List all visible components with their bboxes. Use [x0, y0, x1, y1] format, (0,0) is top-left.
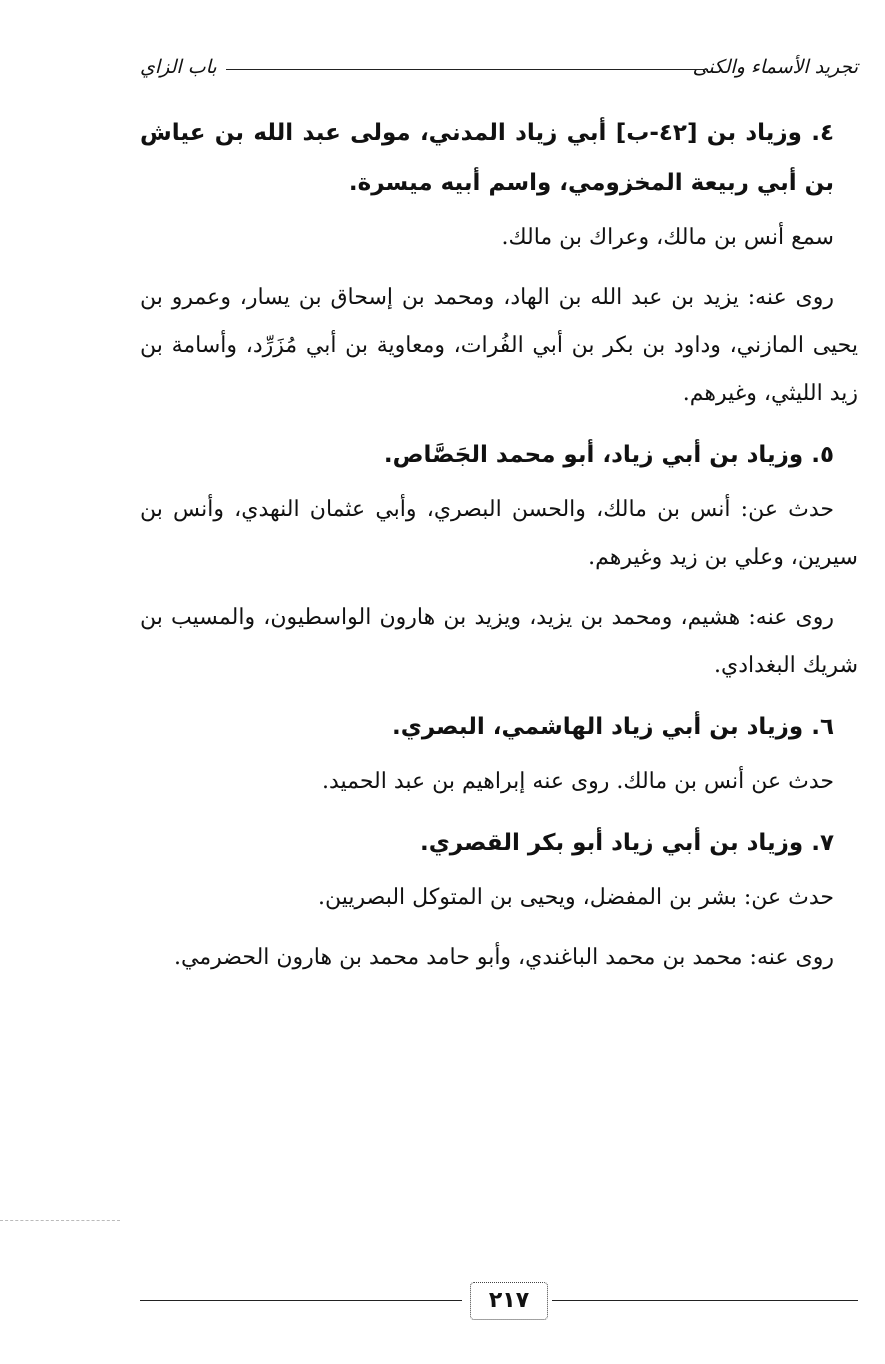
- entry-heading: ٥. وزياد بن أبي زياد، أبو محمد الجَصَّاص.: [383, 442, 834, 468]
- entry-heading: ٤. وزياد بن [٤٢-ب] أبي زياد المدني، مولى عبد الله بن عياش بن أبي ربيعة المخزومي، واسم أبيه ميسرة.: [140, 120, 835, 196]
- entry-paragraph: حدث عن أنس بن مالك. روى عنه إبراهيم بن عبد الحميد.: [321, 769, 834, 794]
- page-number: ٢١٧: [470, 1282, 548, 1320]
- entry-7: [140, 818, 858, 982]
- page-footer: [140, 1278, 858, 1322]
- entry-6: [140, 702, 858, 806]
- running-header: [140, 56, 858, 86]
- entry-heading: ٦. وزياد بن أبي زياد الهاشمي، البصري.: [392, 714, 834, 740]
- footer-rule-right: [552, 1300, 858, 1301]
- book-title: تجريد الأسماء والكنى: [692, 56, 858, 78]
- chapter-title: باب الزاي: [140, 56, 217, 78]
- entry-paragraph: روى عنه: هشيم، ومحمد بن يزيد، ويزيد بن هارون الواسطيون، والمسيب بن شريك البغدادي.: [140, 605, 858, 678]
- entry-paragraph: حدث عن: أنس بن مالك، والحسن البصري، وأبي عثمان النهدي، وأنس بن سيرين، وعلي بن زيد وغيرهم.: [140, 497, 858, 570]
- entry-heading: ٧. وزياد بن أبي زياد أبو بكر القصري.: [419, 830, 834, 856]
- scan-artifact-line: [0, 1220, 120, 1221]
- page-content: [140, 108, 858, 994]
- entry-4: [140, 108, 858, 418]
- entry-paragraph: حدث عن: بشر بن المفضل، ويحيى بن المتوكل البصريين.: [318, 885, 834, 910]
- entry-5: [140, 430, 858, 690]
- footer-rule-left: [140, 1300, 462, 1301]
- entry-paragraph: روى عنه: محمد بن محمد الباغندي، وأبو حامد محمد بن هارون الحضرمي.: [174, 945, 834, 970]
- header-rule: [226, 69, 708, 70]
- entry-paragraph: روى عنه: يزيد بن عبد الله بن الهاد، ومحمد بن إسحاق بن يسار، وعمرو بن يحيى المازني، وداود بن بكر بن أبي الفُرات، ومعاوية بن أبي مُزَرِّد، وأسامة بن زيد الليثي، وغيرهم.: [140, 285, 858, 406]
- entry-paragraph: سمع أنس بن مالك، وعراك بن مالك.: [501, 225, 834, 250]
